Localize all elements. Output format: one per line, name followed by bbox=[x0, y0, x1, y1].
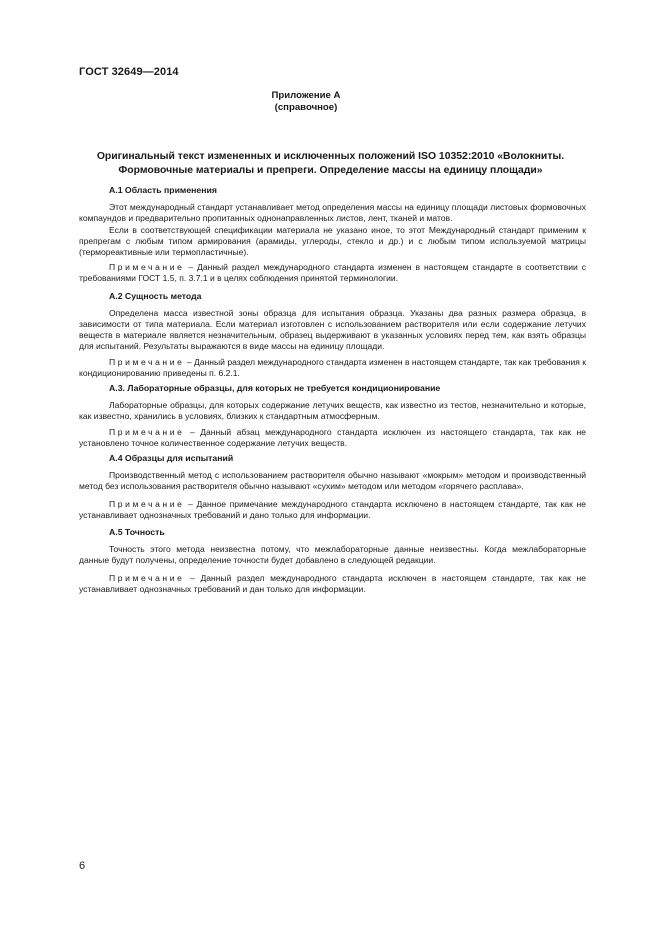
appendix-subtitle: (справочное) bbox=[274, 102, 338, 113]
section-a2-note bbox=[79, 357, 586, 379]
document-title bbox=[79, 150, 582, 177]
section-a2-paragraph-1: Определена масса известной зоны образца для испытания образца. Указаны два разных размера образца, в зависимости от типа материала. Если материал изготовлен с использованием растворителя или если содержание летучих веществ в материале является незначительным, образец выдерживают в указанных условиях перед тем, как взять образцы для испытаний. Результаты выражаются в виде массы на единицу площади. bbox=[79, 307, 586, 352]
section-a3-heading: А.3. Лабораторные образцы, для которых не требуется кондиционирование bbox=[109, 383, 441, 394]
note-text: – Данный раздел международного стандарта изменен в настоящем стандарте, так как требования к кондиционированию приведены п. 6.2.1. bbox=[79, 356, 586, 378]
section-a4-heading: А.4 Образцы для испытаний bbox=[109, 453, 234, 464]
note-label: Примечание bbox=[109, 262, 185, 273]
section-a5-paragraph-1: Точность этого метода неизвестна потому, что межлабораторные данные неизвестны. Когда межлабораторные данные будут получены, определение точности будет добавлено в следующей редакции. bbox=[79, 544, 586, 566]
note-label: Примечание bbox=[109, 498, 185, 509]
note-text: – Данный раздел международного стандарта изменен в настоящем стандарте в соответствии с требованиями ГОСТ 1.5, п. 3.7.1 и в целях соблюдения принятой терминологии. bbox=[79, 262, 586, 284]
standard-code: ГОСТ 32649—2014 bbox=[79, 66, 179, 78]
section-a3-note bbox=[79, 427, 586, 449]
note-text: – Данное примечание международного стандарта исключено в настоящем стандарте, так как не устанавливает однозначных требований и дано только для информации. bbox=[79, 498, 586, 520]
note-label: Примечание bbox=[109, 572, 185, 583]
section-a4-paragraph-1: Производственный метод с использованием растворителя обычно называют «мокрым» методом и производственный метод без использования растворителя обычно называют «сухим» методом или методом «горячего расплава». bbox=[79, 470, 586, 492]
section-a1-paragraph-1: Этот международный стандарт устанавливает метод определения массы на единицу площади листовых формовочных компаундов и предварительно пропитанных однонаправленных листов, лент, тканей и матов. bbox=[79, 202, 586, 224]
note-label: Примечание bbox=[109, 356, 185, 367]
section-a4-note bbox=[79, 499, 586, 521]
section-a5-heading: А.5 Точность bbox=[109, 527, 165, 538]
page-number: 6 bbox=[79, 860, 86, 872]
appendix-label bbox=[79, 90, 582, 114]
note-label: Примечание bbox=[109, 426, 185, 437]
appendix-title: Приложение А bbox=[271, 90, 341, 101]
section-a5-note bbox=[79, 573, 586, 595]
document-title-line-1: Оригинальный текст измененных и исключенных положений ISO 10352:2010 «Волокниты. bbox=[96, 151, 565, 162]
note-text: – Данный раздел международного стандарта исключен в настоящем стандарте, так как не устанавливает однозначных требований и дан только для информации. bbox=[79, 572, 586, 594]
note-text: – Данный абзац международного стандарта исключен из настоящего стандарта, так как не установлено точное количественное содержание летучих веществ. bbox=[79, 426, 586, 448]
section-a3-paragraph-1: Лабораторные образцы, для которых содержание летучих веществ, как известно из тестов, незначительно и которые, как известно, хранились в условиях, близких к стандартным атмосферным. bbox=[79, 400, 586, 422]
document-title-line-2: Формовочные материалы и препреги. Определение массы на единицу площади» bbox=[118, 164, 543, 176]
section-a1-note bbox=[79, 262, 586, 284]
document-body bbox=[79, 185, 586, 595]
section-a1-heading: А.1 Область применения bbox=[109, 185, 217, 195]
section-a2-heading: А.2 Сущность метода bbox=[109, 290, 202, 301]
section-a1-paragraph-2: Если в соответствующей спецификации материала не указано иное, то этот Международный стандарт применим к препрегам с любым типом армирования (арамиды, углероды, стекло и др.) и с любым типом используемой матрицы (термореактивные или термопластичные). bbox=[79, 224, 586, 258]
